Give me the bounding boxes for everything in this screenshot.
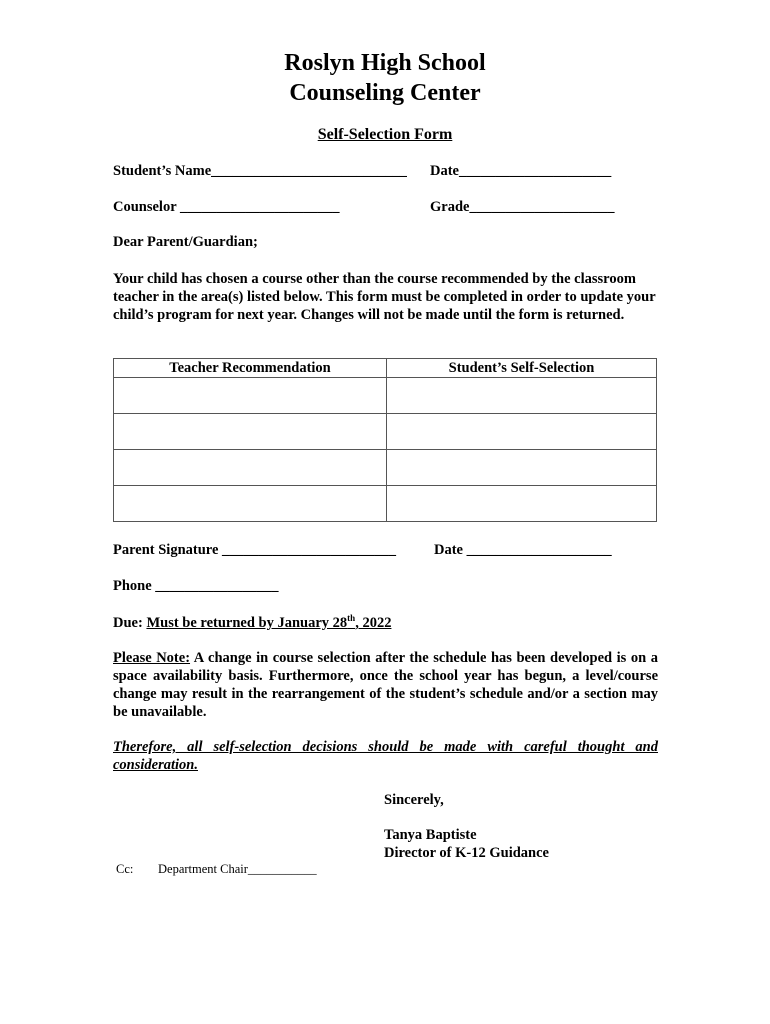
- cc-department-chair: Department Chair___________: [158, 862, 317, 876]
- date-line: _____________________: [459, 163, 612, 179]
- therefore-statement: Therefore, all self-selection decisions should be made with careful thought and consideration.: [113, 739, 658, 773]
- cc-label: Cc:: [116, 862, 134, 876]
- due-text: Must be returned by January 28th, 2022: [146, 613, 392, 631]
- teacher-recommendation-header: Teacher Recommendation: [114, 359, 387, 378]
- closing-name: Tanya Baptiste: [384, 827, 477, 843]
- form-title: Self-Selection Form: [317, 126, 453, 143]
- grade-line: ____________________: [469, 199, 615, 215]
- closing-title: Director of K-12 Guidance: [384, 845, 549, 861]
- table-row: [114, 486, 657, 522]
- center-name: Counseling Center: [289, 80, 481, 106]
- phone-field[interactable]: [113, 578, 279, 595]
- please-note-paragraph: [113, 649, 658, 721]
- parent-signature-field[interactable]: [113, 542, 396, 559]
- student-name-field[interactable]: [113, 163, 407, 180]
- student-selection-cell[interactable]: [387, 378, 657, 414]
- grade-label: Grade: [430, 199, 470, 215]
- signature-date-label: Date: [434, 542, 467, 558]
- due-line: [113, 613, 391, 632]
- table-row: [114, 414, 657, 450]
- date-label: Date: [430, 163, 459, 179]
- student-self-selection-header: Student’s Self-Selection: [387, 359, 657, 378]
- teacher-recommendation-cell[interactable]: [114, 450, 387, 486]
- school-name: Roslyn High School: [284, 50, 486, 76]
- date-field[interactable]: [430, 163, 611, 180]
- table-row: [114, 378, 657, 414]
- please-note-text: A change in course selection after the schedule has been developed is on a space availability basis. Furthermore, once the school year has begun, a level/course change may result in the rearrangement of the student’s schedule and/or a section may be unavailable.: [113, 650, 658, 720]
- counselor-field[interactable]: [113, 199, 340, 216]
- closing-sincerely: Sincerely,: [384, 792, 444, 808]
- please-note-label: Please Note:: [113, 650, 191, 666]
- student-selection-cell[interactable]: [387, 450, 657, 486]
- signature-date-line: ____________________: [466, 542, 612, 558]
- parent-signature-label: Parent Signature: [113, 542, 223, 558]
- due-label: Due:: [113, 614, 143, 631]
- parent-signature-line: ________________________: [222, 542, 397, 558]
- table-header-row: [114, 359, 657, 378]
- student-name-label: Student’s Name: [113, 163, 212, 179]
- phone-label: Phone: [113, 578, 156, 594]
- student-selection-cell[interactable]: [387, 414, 657, 450]
- counselor-label: Counselor: [113, 199, 181, 215]
- teacher-recommendation-cell[interactable]: [114, 414, 387, 450]
- salutation: Dear Parent/Guardian;: [113, 234, 258, 250]
- recommendation-table: [113, 358, 657, 522]
- student-selection-cell[interactable]: [387, 486, 657, 522]
- teacher-recommendation-cell[interactable]: [114, 486, 387, 522]
- grade-field[interactable]: [430, 199, 614, 216]
- teacher-recommendation-cell[interactable]: [114, 378, 387, 414]
- phone-line: _________________: [155, 578, 279, 594]
- intro-paragraph: Your child has chosen a course other than the course recommended by the classroom teacher in the area(s) listed below. This form must be completed in order to update your child’s program for next year. Changes will not be made until the form is returned.: [113, 271, 656, 323]
- student-name-line: ___________________________: [211, 163, 407, 179]
- table-row: [114, 450, 657, 486]
- signature-date-field[interactable]: [434, 542, 612, 559]
- counselor-line: ______________________: [180, 199, 340, 215]
